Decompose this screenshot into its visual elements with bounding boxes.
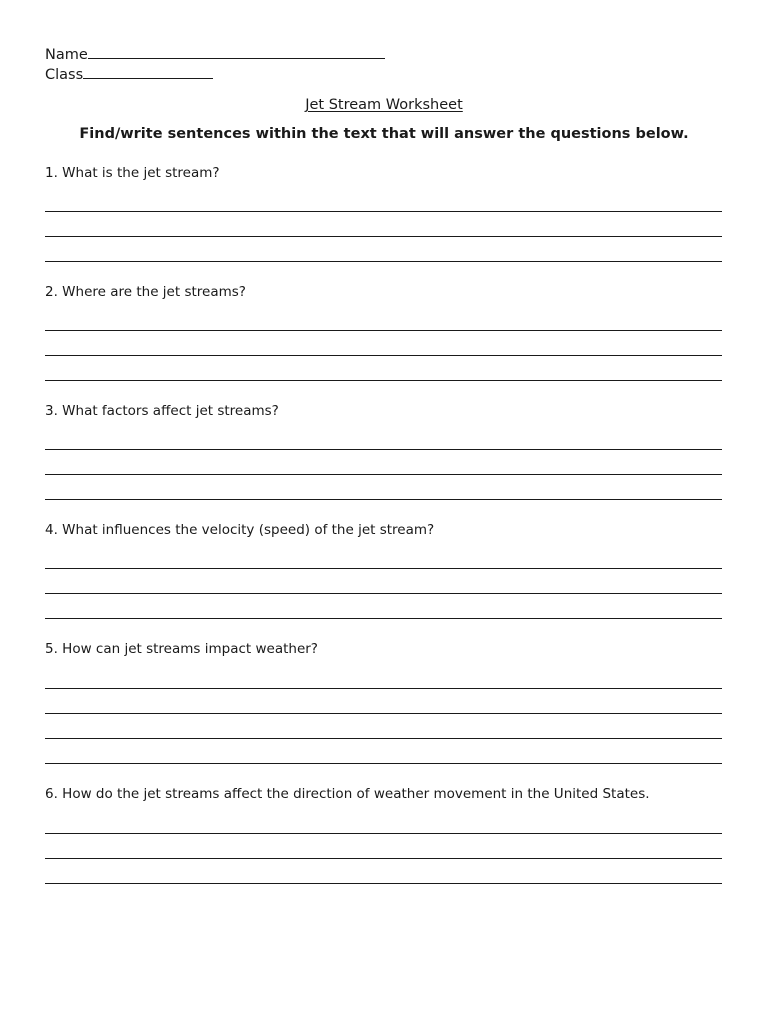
worksheet-title-text: Jet Stream Worksheet [305,97,463,113]
answer-line[interactable] [45,618,722,619]
answer-line[interactable] [45,738,722,739]
answer-line[interactable] [45,449,722,450]
question-5: 5. How can jet streams impact weather? [45,641,318,657]
question-6: 6. How do the jet streams affect the direction of weather movement in the United States. [45,786,650,802]
class-field [45,65,213,84]
answer-line[interactable] [45,355,722,356]
question-1: 1. What is the jet stream? [45,165,220,181]
class-blank[interactable] [83,65,213,79]
name-field [45,45,385,64]
answer-line[interactable] [45,261,722,262]
answer-line[interactable] [45,833,722,834]
answer-line[interactable] [45,499,722,500]
worksheet-title [0,96,768,114]
answer-line[interactable] [45,330,722,331]
name-blank[interactable] [88,45,385,59]
question-3: 3. What factors affect jet streams? [45,403,279,419]
instructions: Find/write sentences within the text that will answer the questions below. [79,126,689,142]
answer-line[interactable] [45,474,722,475]
answer-line[interactable] [45,858,722,859]
question-4: 4. What influences the velocity (speed) of the jet stream? [45,522,435,538]
answer-line[interactable] [45,568,722,569]
name-label: Name [45,47,88,63]
question-2: 2. Where are the jet streams? [45,284,246,300]
answer-line[interactable] [45,883,722,884]
answer-line[interactable] [45,380,722,381]
answer-line[interactable] [45,713,722,714]
answer-line[interactable] [45,688,722,689]
class-label: Class [45,67,84,83]
answer-line[interactable] [45,593,722,594]
answer-line[interactable] [45,211,722,212]
answer-line[interactable] [45,763,722,764]
answer-line[interactable] [45,236,722,237]
